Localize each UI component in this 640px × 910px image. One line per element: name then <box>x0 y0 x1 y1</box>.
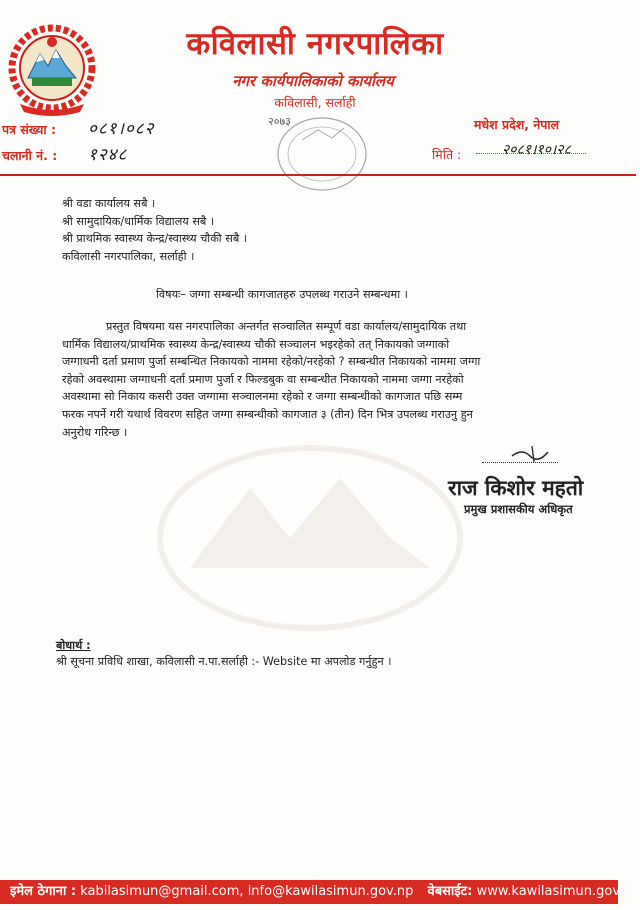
dispatch-no-label: चलानी नं. : <box>2 148 58 163</box>
recipient-line: श्री प्राथमिक स्वास्थ्य केन्द्र/स्वास्थ्य चौकी सबै । <box>62 232 247 245</box>
date-value: २०८१।१०।२८ <box>502 142 571 158</box>
recipient-line: श्री वडा कार्यालय सबै । <box>62 197 156 210</box>
cc-text: श्री सूचना प्रविधि शाखा, कविलासी न.पा.सर्लाही :- Website मा अपलोड गर्नुहुन । <box>56 655 392 668</box>
signer-title: प्रमुख प्रशासकीय अधिकृत <box>464 502 573 516</box>
nepal-emblem-logo <box>6 20 98 120</box>
recipient-line: कविलासी नगरपालिका, सर्लाही । <box>62 249 195 263</box>
footer-website: www.kawilasimun.gov.np <box>476 884 640 899</box>
office-name: नगर कार्यपालिकाको कार्यालय <box>232 72 394 90</box>
subject-line: विषयः– जग्गा सम्बन्धी कागजातहरु उपलब्ध गराउने सम्बन्धमा । <box>156 288 408 301</box>
recipient-line: श्री सामुदायिक/धार्मिक विद्यालय सबै । <box>62 214 215 228</box>
body-paragraph <box>62 318 610 441</box>
footer-website-label: वेबसाईट: <box>427 884 473 899</box>
footer-bar <box>0 880 640 904</box>
cc-label: बोधार्थ : <box>56 639 91 652</box>
ref-no-value: ०८१।०८२ <box>88 119 155 139</box>
recipient-list <box>62 195 247 265</box>
footer-email-label: इमेल ठेगाना : <box>10 884 77 899</box>
signature-dotted-line <box>482 462 558 463</box>
dispatch-no-value: १२४८ <box>88 145 128 165</box>
body-line: अवस्थामा सो निकाय कसरी उक्त जग्गामा सञ्चालनमा रहेको र जग्गा सम्बन्धीको कागजात पछि सम्म <box>62 390 463 404</box>
body-line: प्रस्तुत विषयमा यस नगरपालिका अन्तर्गत सञ्चालित सम्पूर्ण वडा कार्यालय/सामुदायिक तथा <box>106 320 467 333</box>
province-label: मधेश प्रदेश, नेपाल <box>474 117 560 132</box>
body-line: रहेको अवस्थामा जग्गाधनी दर्ता प्रमाण पुर्जा र फिल्डबुक वा सम्बन्धीत निकायको नाममा जग्गा नरहेको <box>62 372 464 386</box>
body-line: धार्मिक विद्यालय/प्राथमिक स्वास्थ्य केन्द्र/स्वास्थ्य चौकी सञ्चालन भइरहेको तत् निकायको जग्गाको <box>62 337 450 351</box>
org-name: कविलासी नगरपालिका <box>186 26 444 62</box>
header-divider <box>0 174 636 176</box>
date-label: मिति : <box>432 147 462 162</box>
footer-emails: kabilasimun@gmail.com, info@kawilasimun.gov.np <box>80 884 414 899</box>
office-location: कविलासी, सर्लाही <box>274 95 356 110</box>
body-line: जग्गाधनी दर्ता प्रमाण पुर्जा सम्बन्धित निकायको नाममा रहेको/नरहेको ? सम्बन्धीत निकायको नाममा जग्गा <box>62 355 481 369</box>
established-year: २०७३ <box>268 115 291 128</box>
body-line: फरक नपर्ने गरी यथार्थ विवरण सहित जग्गा सम्बन्धीको कागजात ३ (तीन) दिन भित्र उपलब्ध गराउनु हुन <box>62 407 473 421</box>
body-line: अनुरोध गरिन्छ । <box>62 425 128 439</box>
watermark-emblem <box>120 438 500 638</box>
ref-no-label: पत्र संख्या : <box>2 122 56 137</box>
signer-name: राज किशोर महतो <box>448 476 584 500</box>
